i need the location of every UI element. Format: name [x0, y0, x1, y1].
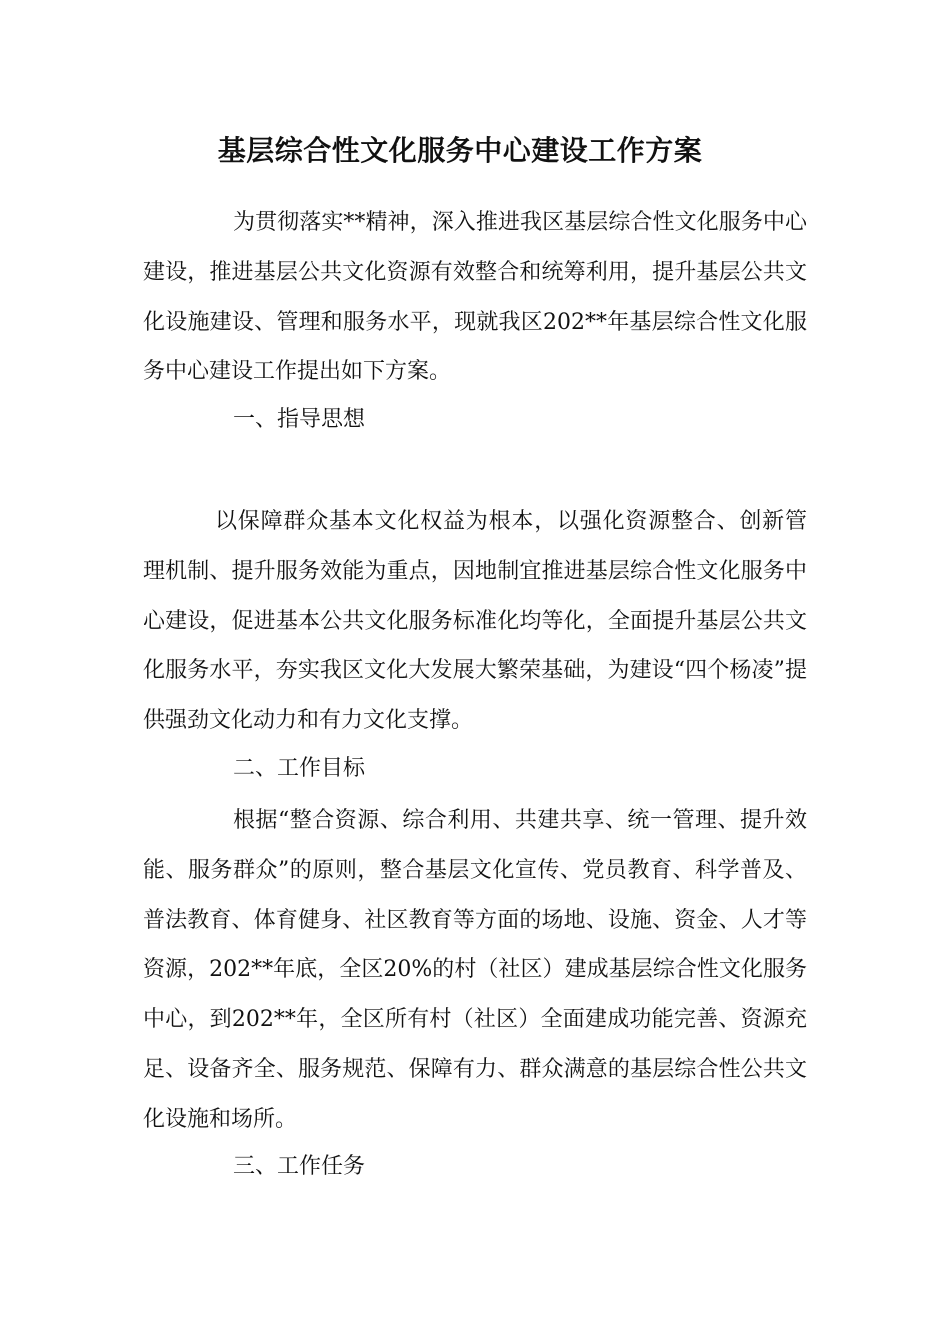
section-heading-guiding-ideology: 一、指导思想 — [233, 407, 366, 432]
section-heading-work-goals: 二、工作目标 — [233, 756, 366, 781]
section-body-work-goals: 根据“整合资源、综合利用、共建共享、统一管理、提升效能、服务群众”的原则，整合基层文化宣传、党员教育、科学普及、普法教育、体育健身、社区教育等方面的场地、设施、资金、人才等资源，202**年底，全区20%的村（社区）建成基层综合性文化服务中心，到202**年，全区所有村（社区）全面建成功能完善、资源充足、设备齐全、服务规范、保障有力、群众满意的基层综合性公共文化设施和场所。 — [143, 808, 807, 1132]
section-heading-work-tasks: 三、工作任务 — [233, 1154, 366, 1179]
document-title: 基层综合性文化服务中心建设工作方案 — [217, 134, 703, 167]
intro-paragraph: 为贯彻落实**精神，深入推进我区基层综合性文化服务中心建设，推进基层公共文化资源有效整合和统筹利用，提升基层公共文化设施建设、管理和服务水平，现就我区202**年基层综合性文化服务中心建设工作提出如下方案。 — [143, 210, 807, 385]
section-body-guiding-ideology: 以保障群众基本文化权益为根本，以强化资源整合、创新管理机制、提升服务效能为重点，因地制宜推进基层综合性文化服务中心建设，促进基本公共文化服务标准化均等化，全面提升基层公共文化服务水平，夯实我区文化大发展大繁荣基础，为建设“四个杨凌”提供强劲文化动力和有力文化支撑。 — [143, 509, 807, 734]
